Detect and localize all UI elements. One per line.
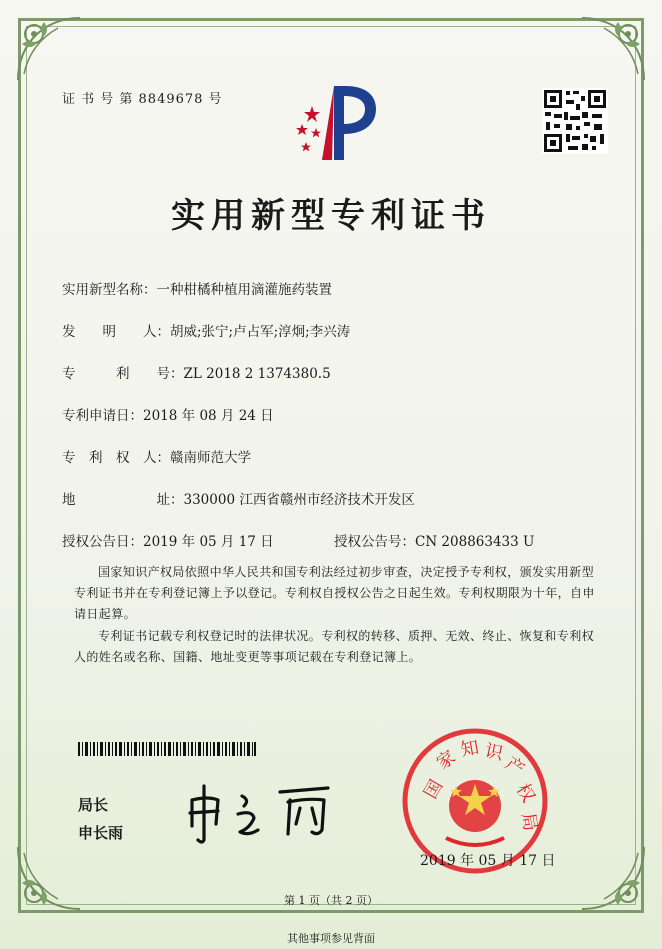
field-value: 一种柑橘种植用滴灌施药装置 [156, 282, 332, 298]
certificate-number: 证 书 号 第 8849678 号 [62, 92, 223, 107]
field-label: 授权公告号： [334, 534, 415, 550]
field-grant-number [334, 530, 534, 550]
field-value: 330000 江西省赣州市经济技术开发区 [183, 492, 415, 508]
notice-paragraph: 专利证书记载专利权登记时的法律状况。专利权的转移、质押、无效、终止、恢复和专利权人的姓名或名称、国籍、地址变更等事项记载在专利登记簿上。 [74, 629, 595, 664]
barcode-icon [78, 742, 256, 756]
field-value: 赣南师范大学 [170, 450, 251, 466]
handwritten-signature-icon [178, 778, 348, 848]
field-label: 发 明 人： [62, 324, 170, 340]
qr-code-icon [542, 88, 608, 154]
field-label: 实用新型名称： [62, 282, 157, 298]
svg-text:知: 知 [459, 737, 481, 761]
field-grant-date [62, 530, 274, 550]
notice-paragraph: 国家知识产权局依照中华人民共和国专利法经过初步审查，决定授予专利权，颁发实用新型专利证书并在专利登记簿上予以登记。专利权自授权公告之日起生效。专利权期限为十年，自申请日起算。 [74, 565, 595, 621]
svg-text:局: 局 [517, 811, 541, 833]
field-value: CN 208863433 U [415, 534, 535, 550]
svg-text:识: 识 [482, 740, 505, 765]
field-label: 专 利 号： [62, 366, 184, 382]
footer-note: 其他事项参见背面 [287, 932, 375, 945]
field-inventor [62, 320, 350, 340]
field-value: ZL 2018 2 1374380.5 [183, 366, 331, 382]
field-label: 专 利 权 人： [62, 450, 170, 466]
field-value: 胡威;张宁;卢占军;淳炯;李兴涛 [170, 324, 351, 340]
signatory-name: 申长雨 [78, 824, 124, 842]
field-address [62, 488, 415, 508]
signatory-title: 局长 [78, 796, 109, 814]
field-label: 授权公告日： [62, 534, 143, 550]
field-application-date [62, 404, 274, 424]
certificate-title: 实用新型专利证书 [171, 196, 491, 236]
svg-text:权: 权 [511, 780, 539, 807]
field-label: 专利申请日： [62, 408, 143, 424]
field-value: 2018 年 08 月 24 日 [143, 408, 274, 424]
page-number: 第 1 页（共 2 页） [284, 894, 378, 907]
cnipa-logo-icon [282, 78, 382, 170]
corner-ornament-icon [14, 14, 84, 84]
seal-date: 2019 年 05 月 17 日 [420, 853, 556, 869]
svg-text:家: 家 [432, 746, 460, 775]
corner-ornament-icon [578, 14, 648, 84]
field-utility-model-name [62, 278, 332, 298]
field-label: 地 址： [62, 492, 184, 508]
svg-text:产: 产 [501, 752, 528, 781]
field-value: 2019 年 05 月 17 日 [143, 534, 274, 550]
field-patentee [62, 446, 251, 466]
field-patent-number [62, 362, 331, 382]
svg-text:国: 国 [420, 776, 448, 803]
